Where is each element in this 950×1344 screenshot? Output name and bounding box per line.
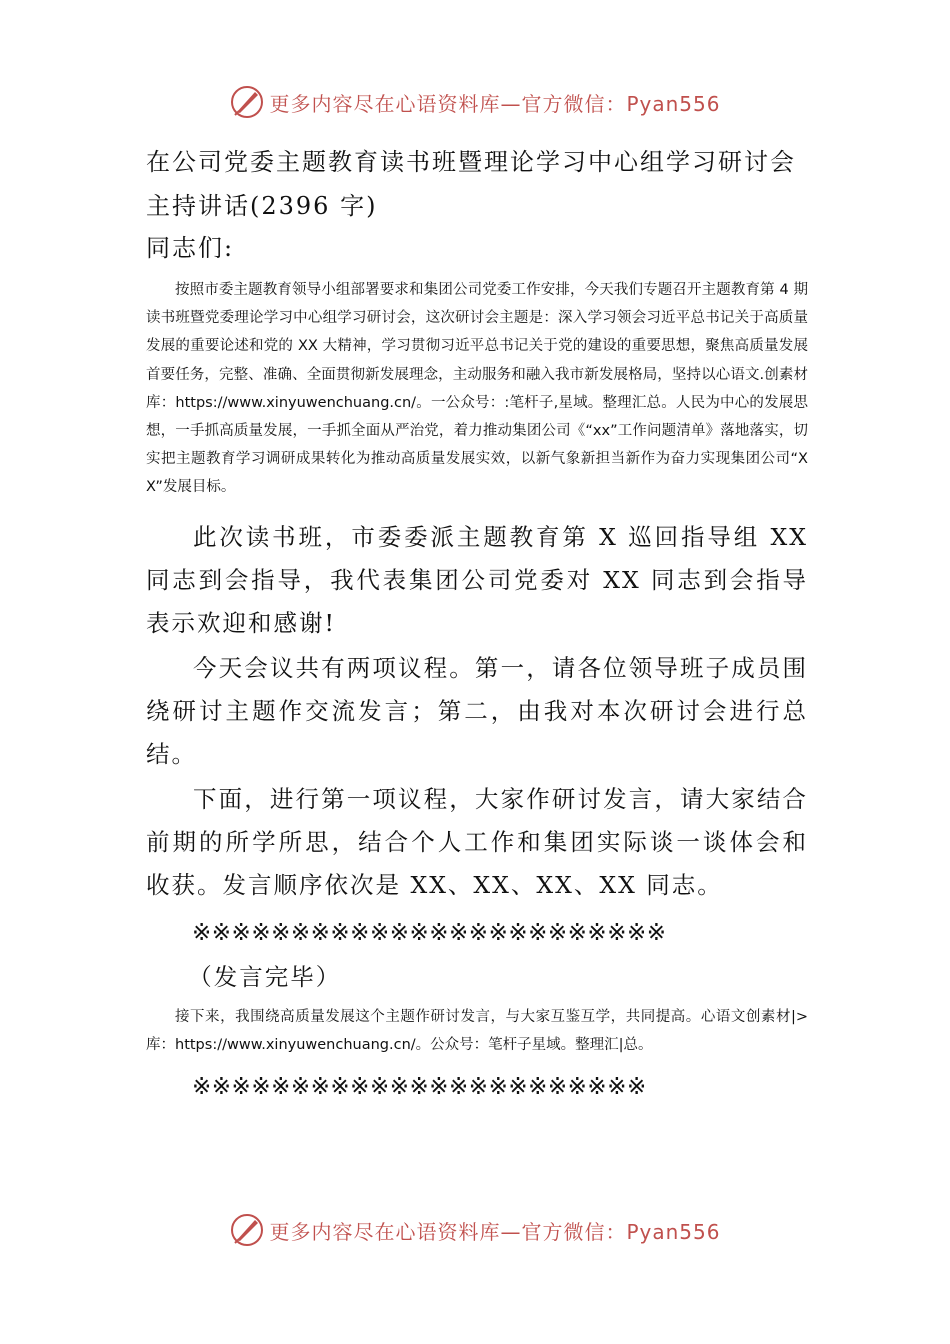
title-line-2: 主持讲话(2396 字) [146,192,378,220]
header-banner [0,80,950,124]
paragraph-welcome: 此次读书班，市委委派主题教育第 X 巡回指导组 XX 同志到会指导，我代表集团公司党委对 XX 同志到会指导表示欢迎和感谢! [146,522,808,637]
paragraph-next: 接下来，我围绕高质量发展这个主题作研讨发言，与大家互鉴互学，共同提高。心语文创素材|>库：https://www.xinyuwenchuang.cn/。公众号：笔杆子星域。整理汇|总。 [146,1008,808,1053]
document-body [146,140,808,1109]
document-title [146,140,808,228]
banner-text-bottom: 更多内容尽在心语资料库—官方微信：Pyan556 [269,1219,721,1244]
greeting: 同志们: [146,234,235,262]
paragraph-agenda: 今天会议共有两项议程。第一，请各位领导班子成员围绕研讨主题作交流发言；第二，由我对本次研讨会进行总结。 [146,653,808,768]
quill-pen-circle-icon [229,84,265,120]
closing-note: （发言完毕） [188,962,342,991]
banner-text: 更多内容尽在心语资料库—官方微信：Pyan556 [269,91,721,116]
paragraph-intro: 按照市委主题教育领导小组部署要求和集团公司党委工作安排，今天我们专题召开主题教育第 4 期读书班暨党委理论学习中心组学习研讨会，这次研讨会主题是：深入学习领会习近平总书记关于高质量发展的重要论述和党的 XX 大精神，学习贯彻习近平总书记关于党的建设的重要思想，聚焦高质量发展首要任务，完整、准确、全面贯彻新发展理念，主动服务和融入我市新发展格局，坚持以心语文.创素材库：https://www.xinyuwenchuang.cn/。一公众号：:笔杆子,星域。整理汇总。人民为中心的发展思想，一手抓高质量发展，一手抓全面从严治党，着力推动集团公司《“xx”工作问题清单》落地落实，切实把主题教育学习调研成果转化为推动高质量发展实效，以新气象新担当新作为奋力实现集团公司“XX”发展目标。 [146,282,808,496]
separator-symbols: ※※※※※※※※※※※※※※※※※※※※※※※※ [192,919,667,946]
footer-banner [0,1208,950,1252]
quill-pen-circle-icon [229,1212,265,1248]
title-line-1: 在公司党委主题教育读书班暨理论学习中心组学习研讨会 [146,148,796,176]
separator-symbols-2: ※※※※※※※※※※※※※※※※※※※※※※※ [192,1074,647,1101]
paragraph-discussion: 下面，进行第一项议程，大家作研讨发言，请大家结合前期的所学所思，结合个人工作和集团实际谈一谈体会和收获。发言顺序依次是 XX、XX、XX、XX 同志。 [146,784,808,899]
